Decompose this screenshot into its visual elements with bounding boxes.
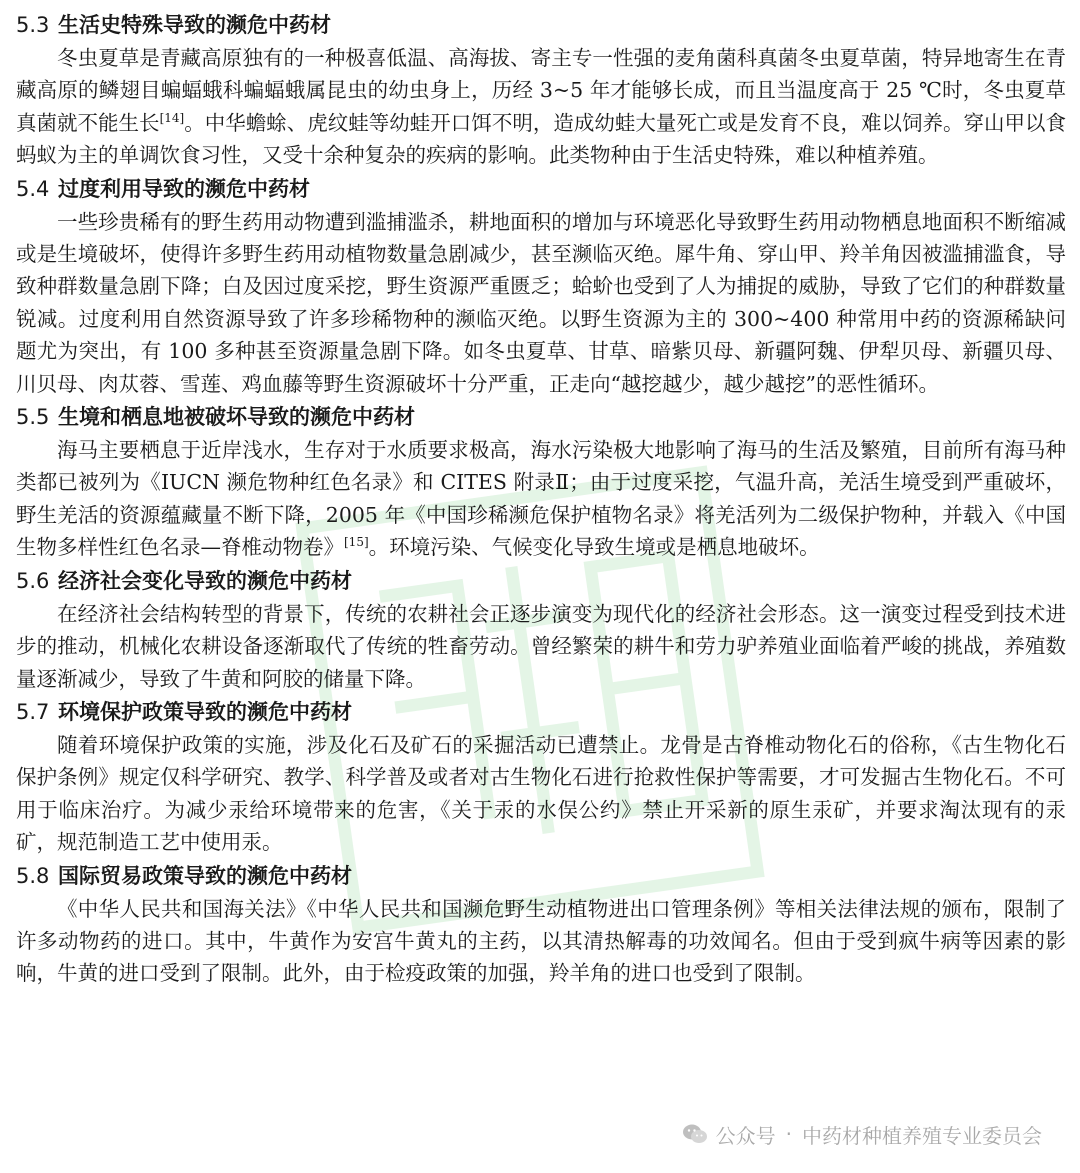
section-5-4 bbox=[16, 172, 1066, 400]
watermark-dot: · bbox=[785, 1122, 792, 1146]
section-title: 环境保护政策导致的濒危中药材 bbox=[58, 699, 352, 724]
paragraph-text: 在经济社会结构转型的背景下，传统的农耕社会正逐步演变为现代化的经济社会形态。这一演变过程受到技术进步的推动，机械化农耕设备逐渐取代了传统的牲畜劳动。曾经繁荣的耕牛和劳力驴养殖业面临着严峻的挑战，养殖数量逐渐减少，导致了牛黄和阿胶的储量下降。 bbox=[16, 601, 1066, 691]
section-paragraph bbox=[16, 206, 1066, 400]
paragraph-text-cont: 。环境污染、气候变化导致生境或是栖息地破坏。 bbox=[368, 535, 820, 560]
section-title: 生活史特殊导致的濒危中药材 bbox=[58, 13, 331, 37]
section-title: 国际贸易政策导致的濒危中药材 bbox=[58, 863, 352, 888]
paragraph-text: 海马主要栖息于近岸浅水，生存对于水质要求极高，海水污染极大地影响了海马的生活及繁殖，目前所有海马种类都已被列为《IUCN 濒危物种红色名录》和 CITES 附录Ⅱ；由于过度采挖，气温升高，羌活生境受到严重破坏，野生羌活的资源蕴藏量不断下降，2005 年《中国珍稀濒危保护植物名录》将羌活列为二级保护物种，并载入《中国生物多样性红色名录—脊椎动物卷》 bbox=[16, 438, 1066, 560]
section-heading bbox=[16, 859, 1066, 893]
section-paragraph bbox=[16, 893, 1066, 990]
section-paragraph bbox=[16, 598, 1066, 695]
citation-ref: [14] bbox=[159, 110, 185, 125]
section-number: 5.7 bbox=[16, 699, 50, 724]
footer-watermark bbox=[682, 1117, 1042, 1151]
section-5-6 bbox=[16, 564, 1066, 695]
section-number: 5.8 bbox=[16, 863, 50, 888]
section-heading bbox=[16, 8, 1066, 42]
paragraph-text-cont: 。中华蟾蜍、虎纹蛙等幼蛙开口饵不明，造成幼蛙大量死亡或是发育不良，难以饲养。穿山甲以食蚂蚁为主的单调饮食习性，又受十余种复杂的疾病的影响。此类物种由于生活史特殊，难以种植养殖。 bbox=[16, 110, 1067, 168]
section-title: 过度利用导致的濒危中药材 bbox=[58, 176, 310, 201]
section-number: 5.4 bbox=[16, 176, 50, 201]
section-number: 5.3 bbox=[16, 13, 50, 37]
paragraph-text: 随着环境保护政策的实施，涉及化石及矿石的采掘活动已遭禁止。龙骨是古脊椎动物化石的俗称，《古生物化石保护条例》规定仅科学研究、教学、科学普及或者对古生物化石进行抢救性保护等需要，才可发掘古生物化石。不可用于临床治疗。为减少汞给环境带来的危害，《关于汞的水俣公约》禁止开采新的原生汞矿，并要求淘汰现有的汞矿，规范制造工艺中使用汞。 bbox=[16, 732, 1066, 855]
paragraph-text: 冬虫夏草是青藏高原独有的一种极喜低温、高海拔、寄主专一性强的麦角菌科真菌冬虫夏草菌，特异地寄生在青藏高原的鳞翅目蝙蝠蛾科蝙蝠蛾属昆虫的幼虫身上，历经 3~5 年才能够长成，而且当温度高于 25 ℃时，冬虫夏草真菌就不能生长 bbox=[16, 46, 1066, 135]
paragraph-text: 《中华人民共和国海关法》《中华人民共和国濒危野生动植物进出口管理条例》等相关法律法规的颁布，限制了许多动物药的进口。其中，牛黄作为安宫牛黄丸的主药，以其清热解毒的功效闻名。但由于受到疯牛病等因素的影响，牛黄的进口受到了限制。此外，由于检疫政策的加强，羚羊角的进口也受到了限制。 bbox=[16, 896, 1066, 986]
section-title: 经济社会变化导致的濒危中药材 bbox=[58, 568, 352, 593]
section-paragraph bbox=[16, 42, 1066, 172]
section-title: 生境和栖息地被破坏导致的濒危中药材 bbox=[58, 405, 415, 430]
section-5-8 bbox=[16, 859, 1066, 990]
section-heading bbox=[16, 564, 1066, 598]
section-5-7 bbox=[16, 695, 1066, 859]
paragraph-text: 一些珍贵稀有的野生药用动物遭到滥捕滥杀，耕地面积的增加与环境恶化导致野生药用动物栖息地面积不断缩减或是生境破坏，使得许多野生药用动植物数量急剧减少，甚至濒临灭绝。犀牛角、穿山甲、羚羊角因被滥捕滥食，导致种群数量急剧下降；白及因过度采挖，野生资源严重匮乏；蛤蚧也受到了人为捕捉的威胁，导致了它们的种群数量锐减。过度利用自然资源导致了许多珍稀物种的濒临灭绝。以野生资源为主的 300~400 种常用中药的资源稀缺问题尤为突出，有 100 多种甚至资源量急剧下降。如冬虫夏草、甘草、暗紫贝母、新疆阿魏、伊犁贝母、新疆贝母、川贝母、肉苁蓉、雪莲、鸡血藤等野生资源破坏十分严重，正走向“越挖越少，越少越挖”的恶性循环。 bbox=[16, 209, 1066, 396]
section-heading bbox=[16, 172, 1066, 206]
section-number: 5.5 bbox=[16, 405, 50, 430]
watermark-account: 中药材种植养殖专业委员会 bbox=[802, 1123, 1042, 1148]
wechat-icon bbox=[682, 1123, 708, 1145]
section-paragraph bbox=[16, 729, 1066, 859]
section-5-3 bbox=[16, 8, 1066, 172]
section-heading bbox=[16, 695, 1066, 729]
section-paragraph bbox=[16, 434, 1066, 564]
citation-ref: [15] bbox=[344, 535, 369, 550]
section-heading bbox=[16, 400, 1066, 434]
watermark-label: 公众号 bbox=[715, 1123, 776, 1148]
section-number: 5.6 bbox=[16, 568, 50, 593]
document-page bbox=[16, 8, 1066, 990]
section-5-5 bbox=[16, 400, 1066, 564]
